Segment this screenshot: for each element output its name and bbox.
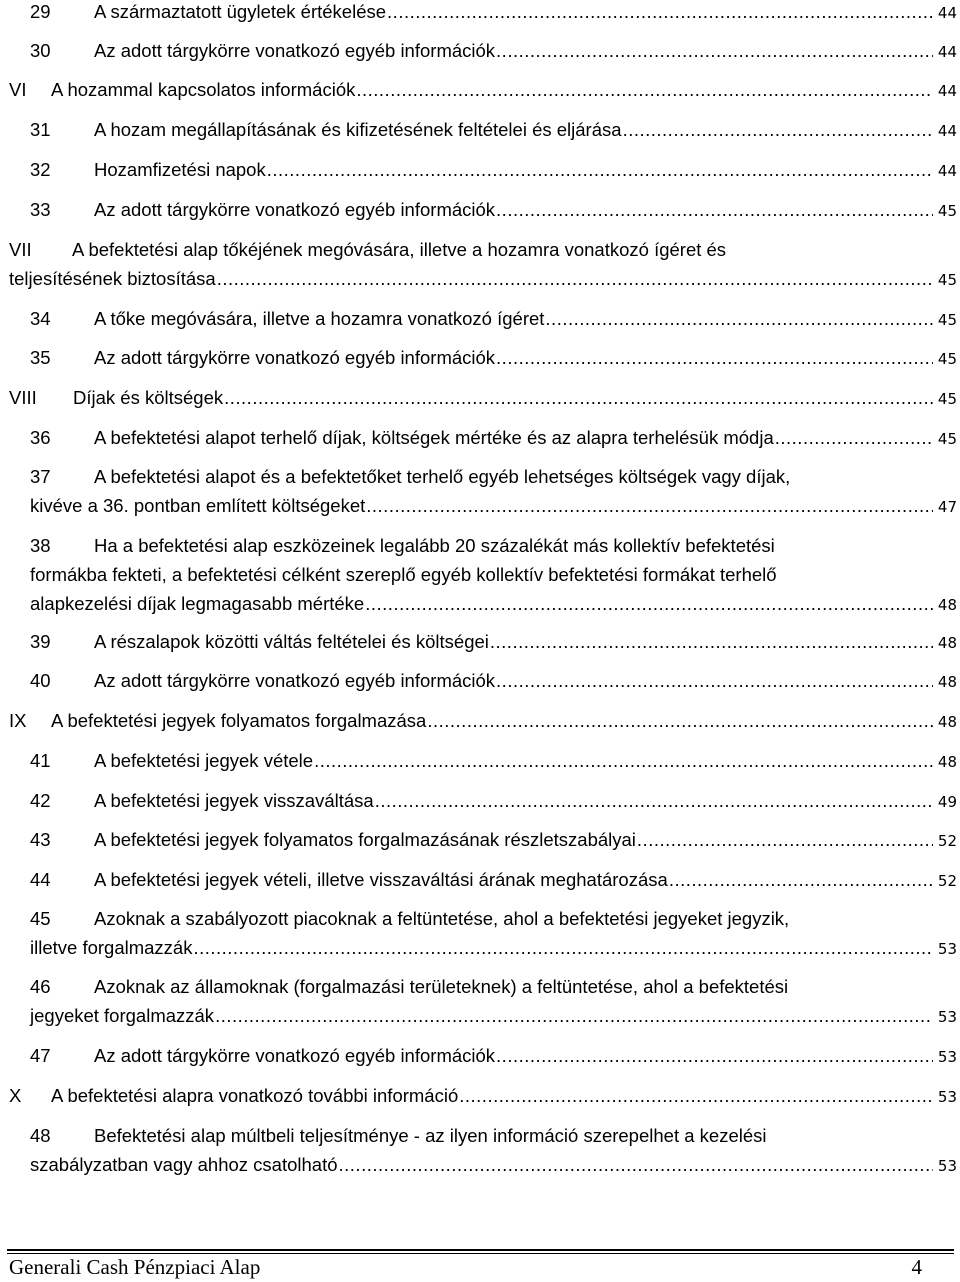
- toc-leader-dots: [217, 264, 933, 293]
- toc-entry-page: 48: [937, 753, 957, 771]
- toc-entry-number: 48: [30, 1125, 51, 1146]
- toc-entry-title: Azoknak a szabályozott piacoknak a feltüntetése, ahol a befektetési jegyeket jegyzik,: [94, 908, 790, 929]
- footer-fund-name: Generali Cash Pénzpiaci Alap: [9, 1255, 261, 1279]
- toc-entry-page: 44: [937, 162, 957, 180]
- toc-entry[interactable]: [30, 746, 957, 777]
- toc-entry-number: 29: [30, 1, 51, 22]
- toc-leader-dots: [496, 36, 933, 65]
- toc-entry-number: 33: [30, 199, 51, 220]
- toc-entry-number: 34: [30, 308, 51, 329]
- toc-entry-number: 37: [30, 466, 51, 487]
- toc-entry-title: A befektetési jegyek vételi, illetve visszaváltási árának meghatározása: [94, 869, 668, 890]
- toc-entry-title-continued: formákba fekteti, a befektetési célként szereplő egyéb kollektív befektetési formákat terhelő: [30, 564, 777, 585]
- footer-divider: [7, 1249, 954, 1251]
- toc-leader-dots: [314, 746, 933, 775]
- toc-leader-dots: [496, 666, 933, 695]
- toc-leader-dots: [375, 786, 933, 815]
- toc-entry-page: 52: [937, 832, 957, 850]
- toc-entry-title: Az adott tárgykörre vonatkozó egyéb információk: [94, 1045, 496, 1066]
- toc-entry[interactable]: [30, 155, 957, 186]
- toc-entry-page: 45: [937, 430, 957, 448]
- toc-entry-title: Az adott tárgykörre vonatkozó egyéb információk: [94, 670, 496, 691]
- toc-leader-dots: [496, 1041, 933, 1070]
- toc-entry-number: VII: [9, 239, 32, 260]
- toc-entry-number: 45: [30, 908, 51, 929]
- toc-entry-page: 49: [937, 793, 957, 811]
- toc-entry[interactable]: [30, 115, 957, 146]
- toc-leader-dots: [356, 75, 933, 104]
- toc-entry-number: IX: [9, 710, 27, 731]
- toc-entry-page: 53: [937, 940, 957, 958]
- toc-entry-title: A befektetési jegyek folyamatos forgalmazása: [51, 710, 427, 731]
- toc-entry-page: 45: [937, 271, 957, 289]
- toc-entry-title: Az adott tárgykörre vonatkozó egyéb információk: [94, 40, 496, 61]
- toc-entry[interactable]: [30, 825, 957, 856]
- toc-entry-number: 41: [30, 750, 51, 771]
- toc-entry[interactable]: [9, 1081, 957, 1112]
- toc-leader-dots: [215, 1001, 933, 1030]
- toc-entry[interactable]: [30, 786, 957, 817]
- toc-entry-page: 52: [937, 872, 957, 890]
- toc-entry-title-continued: jegyeket forgalmazzák: [30, 1005, 215, 1026]
- toc-entry-page: 44: [937, 43, 957, 61]
- toc-entry-title: A befektetési jegyek folyamatos forgalmazásának részletszabályai: [94, 829, 636, 850]
- toc-entry-title: A befektetési jegyek vétele: [94, 750, 314, 771]
- toc-entry[interactable]: [30, 343, 957, 374]
- toc-leader-dots: [496, 343, 933, 372]
- toc-leader-dots: [775, 423, 933, 452]
- toc-entry[interactable]: [9, 75, 957, 106]
- toc-entry[interactable]: [30, 666, 957, 697]
- toc-entry-number: 47: [30, 1045, 51, 1066]
- toc-entry-title-continued: szabályzatban vagy ahhoz csatolható: [30, 1154, 338, 1175]
- toc-entry-number: 40: [30, 670, 51, 691]
- toc-entry-number: 30: [30, 40, 51, 61]
- toc-entry-title: A befektetési jegyek visszaváltása: [94, 790, 374, 811]
- toc-entry[interactable]: [30, 304, 957, 335]
- toc-entry-page: 53: [937, 1008, 957, 1026]
- footer-page-number: 4: [911, 1255, 922, 1279]
- toc-entry-page: 48: [937, 673, 957, 691]
- toc-entry[interactable]: [30, 627, 957, 658]
- toc-leader-dots: [545, 304, 933, 333]
- toc-entry-number: 42: [30, 790, 51, 811]
- toc-entry-title: Befektetési alap múltbeli teljesítménye - az ilyen információ szerepelhet a kezelési: [94, 1125, 767, 1146]
- toc-leader-dots: [267, 155, 933, 184]
- toc-entry-title-continued: alapkezelési díjak legmagasabb mértéke: [30, 593, 365, 614]
- toc-entry-title-continued: teljesítésének biztosítása: [9, 268, 216, 289]
- toc-entry-number: X: [9, 1085, 22, 1106]
- toc-entry[interactable]: [30, 531, 957, 620]
- toc-entry-page: 45: [937, 350, 957, 368]
- toc-entry-page: 45: [937, 390, 957, 408]
- toc-entry-title: Díjak és költségek: [73, 387, 224, 408]
- toc-entry-page: 53: [937, 1048, 957, 1066]
- toc-entry[interactable]: [9, 706, 957, 737]
- toc-entry-title: Az adott tárgykörre vonatkozó egyéb információk: [94, 199, 496, 220]
- toc-entry-page: 44: [937, 122, 957, 140]
- toc-leader-dots: [339, 1150, 933, 1179]
- toc-entry-title: A részalapok közötti váltás feltételei és költségei: [94, 631, 489, 652]
- toc-entry-page: 48: [937, 713, 957, 731]
- toc-entry[interactable]: [30, 972, 957, 1032]
- toc-entry[interactable]: [30, 1041, 957, 1072]
- toc-entry-title: A tőke megóvására, illetve a hozamra vonatkozó ígéret: [94, 308, 545, 329]
- toc-entry-number: 44: [30, 869, 51, 890]
- toc-entry[interactable]: [9, 235, 957, 295]
- toc-entry[interactable]: [30, 423, 957, 454]
- toc-entry-title: A származtatott ügyletek értékelése: [94, 1, 387, 22]
- toc-entry[interactable]: [30, 195, 957, 226]
- toc-leader-dots: [459, 1081, 933, 1110]
- toc-entry-number: 35: [30, 347, 51, 368]
- toc-entry-title: Hozamfizetési napok: [94, 159, 266, 180]
- toc-entry-number: 43: [30, 829, 51, 850]
- toc-entry[interactable]: [30, 904, 957, 964]
- toc-leader-dots: [365, 589, 933, 618]
- toc-entry[interactable]: [9, 383, 957, 414]
- toc-entry-number: VIII: [9, 387, 37, 408]
- toc-entry-title-continued: illetve forgalmazzák: [30, 937, 193, 958]
- toc-leader-dots: [366, 491, 933, 520]
- toc-entry[interactable]: [30, 1121, 957, 1181]
- toc-entry-page: 47: [937, 498, 957, 516]
- toc-entry-number: 36: [30, 427, 51, 448]
- toc-entry-number: 39: [30, 631, 51, 652]
- toc-entry-title: A befektetési alapra vonatkozó további információ: [51, 1085, 459, 1106]
- toc-entry-title-continued: kivéve a 36. pontban említett költségeket: [30, 495, 366, 516]
- toc-entry-page: 44: [937, 82, 957, 100]
- toc-entry-title: A hozammal kapcsolatos információk: [51, 79, 356, 100]
- toc-leader-dots: [496, 195, 933, 224]
- toc-leader-dots: [669, 865, 933, 894]
- toc-entry-title: Azoknak az államoknak (forgalmazási területeknek) a feltüntetése, ahol a befektetési: [94, 976, 789, 997]
- toc-entry[interactable]: [30, 462, 957, 522]
- toc-entry-number: VI: [9, 79, 27, 100]
- toc-leader-dots: [623, 115, 933, 144]
- toc-leader-dots: [490, 627, 933, 656]
- toc-leader-dots: [224, 383, 933, 412]
- toc-entry-title: Ha a befektetési alap eszközeinek legalább 20 százalékát más kollektív befektetési: [94, 535, 775, 556]
- toc-entry-title: A befektetési alapot és a befektetőket terhelő egyéb lehetséges költségek vagy díjak,: [94, 466, 791, 487]
- toc-entry[interactable]: [30, 36, 957, 67]
- toc-leader-dots: [427, 706, 933, 735]
- toc-entry-page: 48: [937, 596, 957, 614]
- toc-entry-page: 45: [937, 311, 957, 329]
- toc-entry-page: 45: [937, 202, 957, 220]
- toc-entry-number: 31: [30, 119, 51, 140]
- toc-entry-title: A befektetési alap tőkéjének megóvására, illetve a hozamra vonatkozó ígéret és: [72, 239, 727, 260]
- toc-entry-title: Az adott tárgykörre vonatkozó egyéb információk: [94, 347, 496, 368]
- toc-entry-number: 38: [30, 535, 51, 556]
- toc-leader-dots: [387, 0, 933, 26]
- toc-entry-page: 44: [937, 4, 957, 22]
- toc-entry-title: A befektetési alapot terhelő díjak, költségek mértéke és az alapra terhelésük módja: [94, 427, 774, 448]
- toc-leader-dots: [637, 825, 933, 854]
- toc-entry-page: 53: [937, 1157, 957, 1175]
- toc-leader-dots: [193, 933, 933, 962]
- toc-entry-number: 32: [30, 159, 51, 180]
- toc-entry-title: A hozam megállapításának és kifizetésének feltételei és eljárása: [94, 119, 622, 140]
- toc-entry-number: 46: [30, 976, 51, 997]
- toc-entry[interactable]: [30, 865, 957, 896]
- toc-entry[interactable]: [30, 0, 957, 28]
- toc-entry-page: 53: [937, 1088, 957, 1106]
- toc-entry-page: 48: [937, 634, 957, 652]
